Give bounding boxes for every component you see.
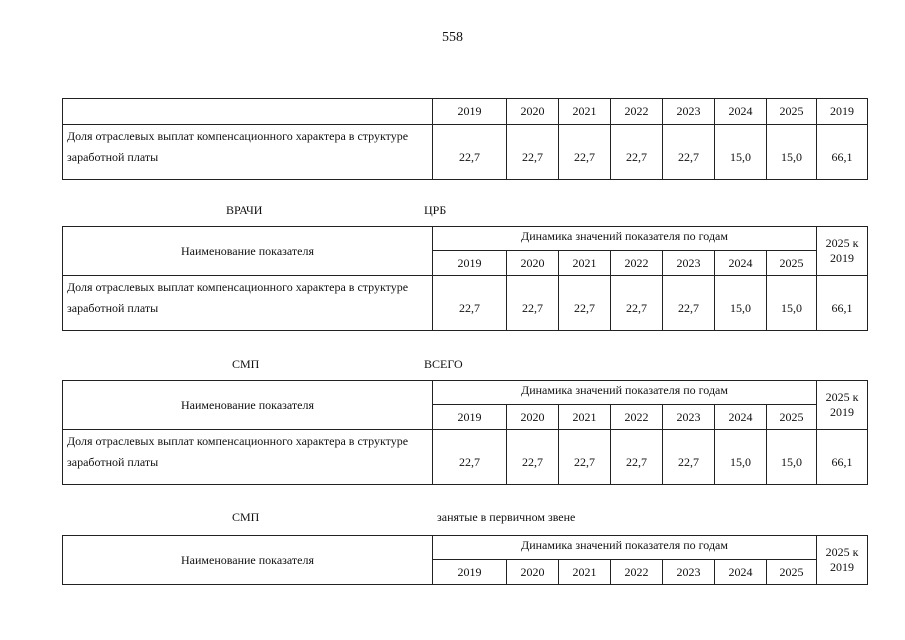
ratio-value-cell: 66,1 <box>817 276 868 331</box>
year-header: 2024 <box>715 99 767 125</box>
value-cell: 22,7 <box>507 430 559 485</box>
value-cell: 22,7 <box>433 430 507 485</box>
ratio-header: 2019 <box>817 99 868 125</box>
year-header: 2024 <box>715 405 767 430</box>
value-cell: 15,0 <box>715 430 767 485</box>
year-header: 2022 <box>611 251 663 276</box>
indicator-table-continued <box>62 98 868 180</box>
section-subgroup-label: ВСЕГО <box>424 357 463 371</box>
value-cell: 22,7 <box>663 430 715 485</box>
indicator-name-line2: заработной платы <box>67 455 159 469</box>
value-cell: 15,0 <box>715 276 767 331</box>
indicator-name-line1: Доля отраслевых выплат компенсационного характера в структуре <box>67 129 409 143</box>
year-header: 2020 <box>507 251 559 276</box>
ratio-header <box>817 227 868 276</box>
ratio-header-line1: 2025 к <box>825 390 859 404</box>
dynamics-header: Динамика значений показателя по годам <box>433 381 817 405</box>
ratio-value-cell: 66,1 <box>817 125 868 180</box>
value-cell: 22,7 <box>611 430 663 485</box>
year-header: 2023 <box>663 99 715 125</box>
section-subgroup-label: ЦРБ <box>424 203 447 217</box>
year-header: 2023 <box>663 251 715 276</box>
year-header: 2019 <box>433 560 507 585</box>
indicator-name-line1: Доля отраслевых выплат компенсационного характера в структуре <box>67 280 409 294</box>
dynamics-header: Динамика значений показателя по годам <box>433 536 817 560</box>
ratio-header-line2: 2019 <box>830 560 855 574</box>
ratio-header-line2: 2019 <box>830 405 855 419</box>
year-header: 2020 <box>507 560 559 585</box>
year-header: 2019 <box>433 251 507 276</box>
value-cell: 15,0 <box>767 276 817 331</box>
year-header: 2022 <box>611 99 663 125</box>
indicator-name-cell <box>63 276 433 331</box>
value-cell: 22,7 <box>507 125 559 180</box>
page-number: 558 <box>442 30 463 45</box>
value-cell: 15,0 <box>767 430 817 485</box>
value-cell: 22,7 <box>663 125 715 180</box>
value-cell: 22,7 <box>433 125 507 180</box>
value-cell: 22,7 <box>611 125 663 180</box>
year-header: 2021 <box>559 560 611 585</box>
ratio-header-line2: 2019 <box>830 251 855 265</box>
value-cell: 22,7 <box>559 276 611 331</box>
year-header: 2025 <box>767 251 817 276</box>
year-header: 2021 <box>559 99 611 125</box>
section-subgroup-label: занятые в первичном звене <box>437 510 576 524</box>
year-header: 2025 <box>767 405 817 430</box>
year-header: 2021 <box>559 251 611 276</box>
year-header: 2025 <box>767 99 817 125</box>
year-header: 2023 <box>663 560 715 585</box>
value-cell: 22,7 <box>611 276 663 331</box>
section-category-label: СМП <box>232 357 260 371</box>
section-category-label: СМП <box>232 510 260 524</box>
year-header: 2020 <box>507 99 559 125</box>
year-header: 2020 <box>507 405 559 430</box>
section-category-label: ВРАЧИ <box>226 203 263 217</box>
name-header: Наименование показателя <box>63 227 433 276</box>
indicator-name-line1: Доля отраслевых выплат компенсационного характера в структуре <box>67 434 409 448</box>
indicator-name-cell <box>63 430 433 485</box>
indicator-table <box>62 226 868 331</box>
indicator-table <box>62 380 868 485</box>
year-header: 2021 <box>559 405 611 430</box>
name-header: Наименование показателя <box>63 536 433 585</box>
name-header: Наименование показателя <box>63 381 433 430</box>
year-header: 2022 <box>611 560 663 585</box>
value-cell: 22,7 <box>559 430 611 485</box>
year-header: 2022 <box>611 405 663 430</box>
year-header: 2019 <box>433 99 507 125</box>
ratio-header-line1: 2025 к <box>825 236 859 250</box>
value-cell: 15,0 <box>767 125 817 180</box>
value-cell: 22,7 <box>507 276 559 331</box>
year-header: 2024 <box>715 251 767 276</box>
indicator-name-line2: заработной платы <box>67 150 159 164</box>
year-header: 2024 <box>715 560 767 585</box>
dynamics-header: Динамика значений показателя по годам <box>433 227 817 251</box>
year-header: 2025 <box>767 560 817 585</box>
indicator-table <box>62 535 868 585</box>
empty-header-cell <box>63 99 433 125</box>
ratio-header <box>817 381 868 430</box>
value-cell: 22,7 <box>433 276 507 331</box>
indicator-name-line2: заработной платы <box>67 301 159 315</box>
value-cell: 15,0 <box>715 125 767 180</box>
year-header: 2023 <box>663 405 715 430</box>
ratio-header-line1: 2025 к <box>825 545 859 559</box>
year-header: 2019 <box>433 405 507 430</box>
ratio-header <box>817 536 868 585</box>
value-cell: 22,7 <box>559 125 611 180</box>
indicator-name-cell <box>63 125 433 180</box>
ratio-value-cell: 66,1 <box>817 430 868 485</box>
value-cell: 22,7 <box>663 276 715 331</box>
